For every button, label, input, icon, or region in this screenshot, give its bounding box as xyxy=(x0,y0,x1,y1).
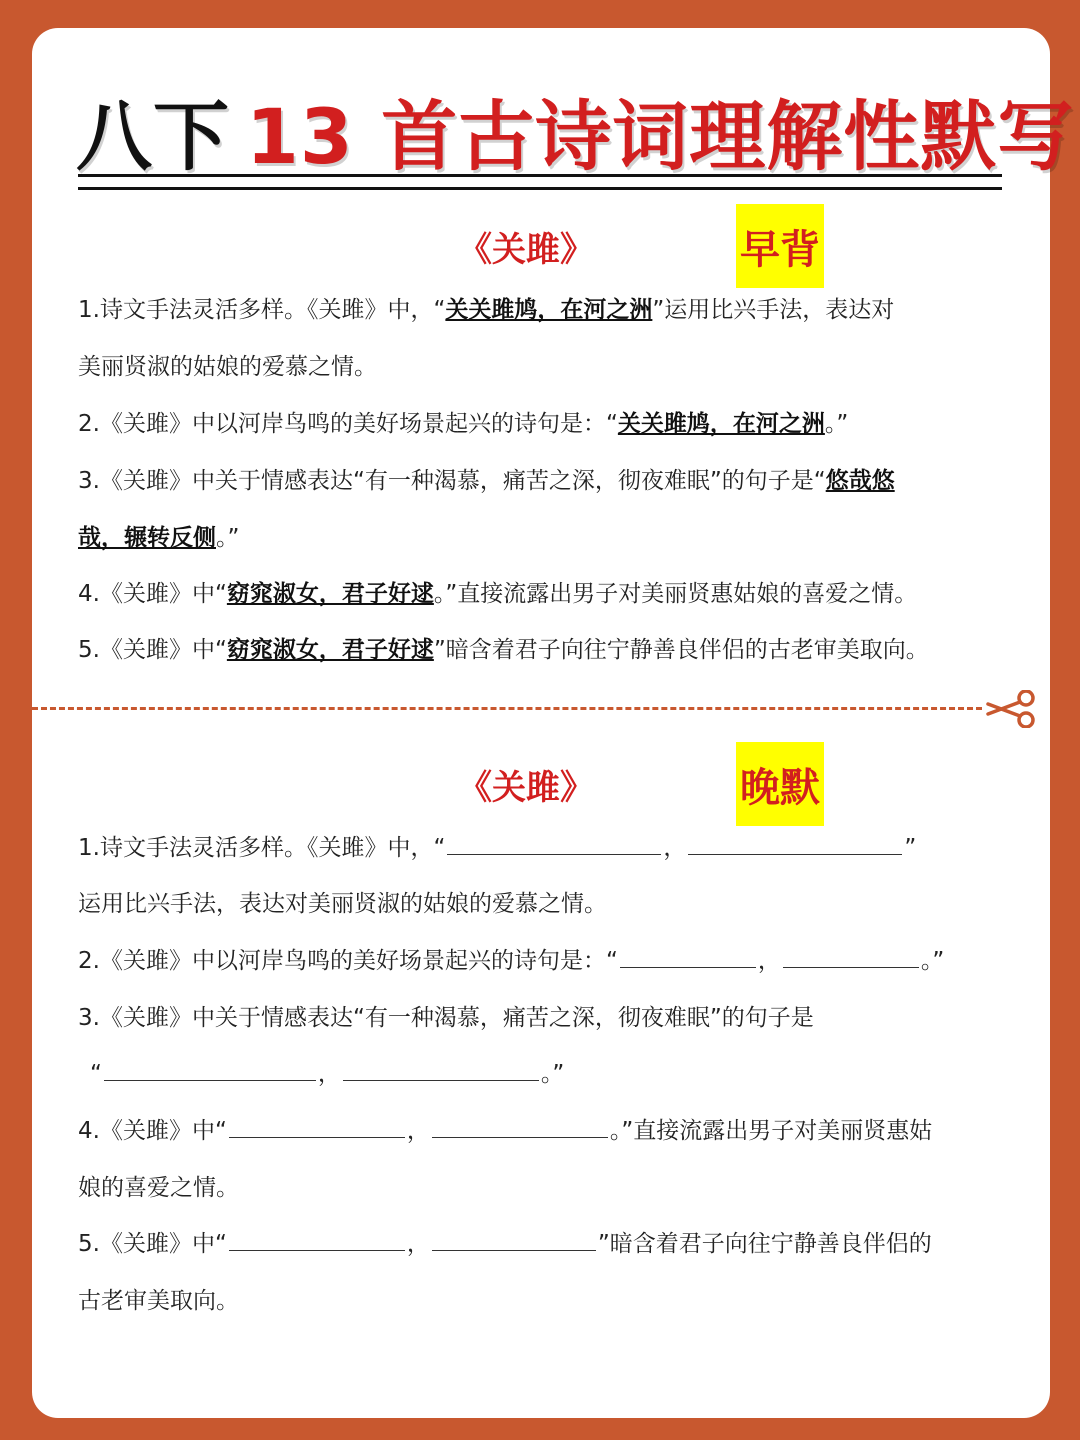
answer-blank[interactable] xyxy=(783,939,919,968)
blank-question-3-line2: “ ， 。” xyxy=(90,1046,1018,1103)
answer-text: 窈窕淑女，君子好逑 xyxy=(226,581,434,607)
answer-text: 哉，辗转反侧 xyxy=(78,525,216,551)
blank-question-5-line2: 古老审美取向。 xyxy=(78,1288,239,1314)
blank-question-5: 5.《关雎》中“ ， ”暗含着君子向往宁静善良伴侣的 xyxy=(78,1216,1006,1273)
answer-blank[interactable] xyxy=(688,826,902,855)
section-title-bottom: 《关雎》 xyxy=(458,768,594,808)
section-title-top: 《关雎》 xyxy=(458,230,594,270)
answer-blank[interactable] xyxy=(432,1222,596,1251)
badge-evening: 晚默 xyxy=(736,742,824,826)
question-2-answer: 2.《关雎》中以河岸鸟鸣的美好场景起兴的诗句是：“关关雎鸠，在河之洲。” xyxy=(78,411,849,437)
answer-blank[interactable] xyxy=(104,1052,316,1081)
title-main: 13 首古诗词理解性默写 xyxy=(246,92,1075,181)
answer-text: 悠哉悠 xyxy=(825,468,895,494)
blank-question-4: 4.《关雎》中“ ， 。”直接流露出男子对美丽贤惠姑 xyxy=(78,1103,1006,1160)
question-1-answer: 1.诗文手法灵活多样。《关雎》中，“关关雎鸠，在河之洲”运用比兴手法，表达对 xyxy=(78,297,895,323)
title-underline xyxy=(78,174,1002,190)
answer-blank[interactable] xyxy=(620,939,756,968)
title-grade: 八下 xyxy=(76,92,230,181)
answer-text: 关关雎鸠，在河之洲 xyxy=(445,297,653,323)
question-3-line2: 哉，辗转反侧。” xyxy=(78,525,240,551)
question-3-answer: 3.《关雎》中关于情感表达“有一种渴慕，痛苦之深，彻夜难眠”的句子是“悠哉悠 xyxy=(78,468,895,494)
answer-blank[interactable] xyxy=(432,1109,608,1138)
blank-question-4-line2: 娘的喜爱之情。 xyxy=(78,1175,239,1201)
blank-question-2: 2.《关雎》中以河岸鸟鸣的美好场景起兴的诗句是：“ ， 。” xyxy=(78,933,1006,990)
answer-blank[interactable] xyxy=(229,1222,405,1251)
blank-question-1-line2: 运用比兴手法，表达对美丽贤淑的姑娘的爱慕之情。 xyxy=(78,891,607,917)
question-1-line2: 美丽贤淑的姑娘的爱慕之情。 xyxy=(78,354,377,380)
answer-blank[interactable] xyxy=(229,1109,405,1138)
page-title xyxy=(76,92,1075,182)
blank-question-3: 3.《关雎》中关于情感表达“有一种渴慕，痛苦之深，彻夜难眠”的句子是 xyxy=(78,1005,814,1031)
cut-line-divider xyxy=(32,707,982,710)
answer-text: 窈窕淑女，君子好逑 xyxy=(226,637,434,663)
answer-text: 关关雎鸠，在河之洲 xyxy=(617,411,825,437)
answer-blank[interactable] xyxy=(343,1052,539,1081)
question-5-answer: 5.《关雎》中“窈窕淑女，君子好逑”暗含着君子向往宁静善良伴侣的古老审美取向。 xyxy=(78,637,929,663)
blank-question-1: 1.诗文手法灵活多样。《关雎》中，“ ， ” xyxy=(78,820,1006,877)
scissors-icon xyxy=(986,690,1038,728)
question-4-answer: 4.《关雎》中“窈窕淑女，君子好逑。”直接流露出男子对美丽贤惠姑娘的喜爱之情。 xyxy=(78,581,918,607)
answer-blank[interactable] xyxy=(447,826,661,855)
badge-morning: 早背 xyxy=(736,204,824,288)
